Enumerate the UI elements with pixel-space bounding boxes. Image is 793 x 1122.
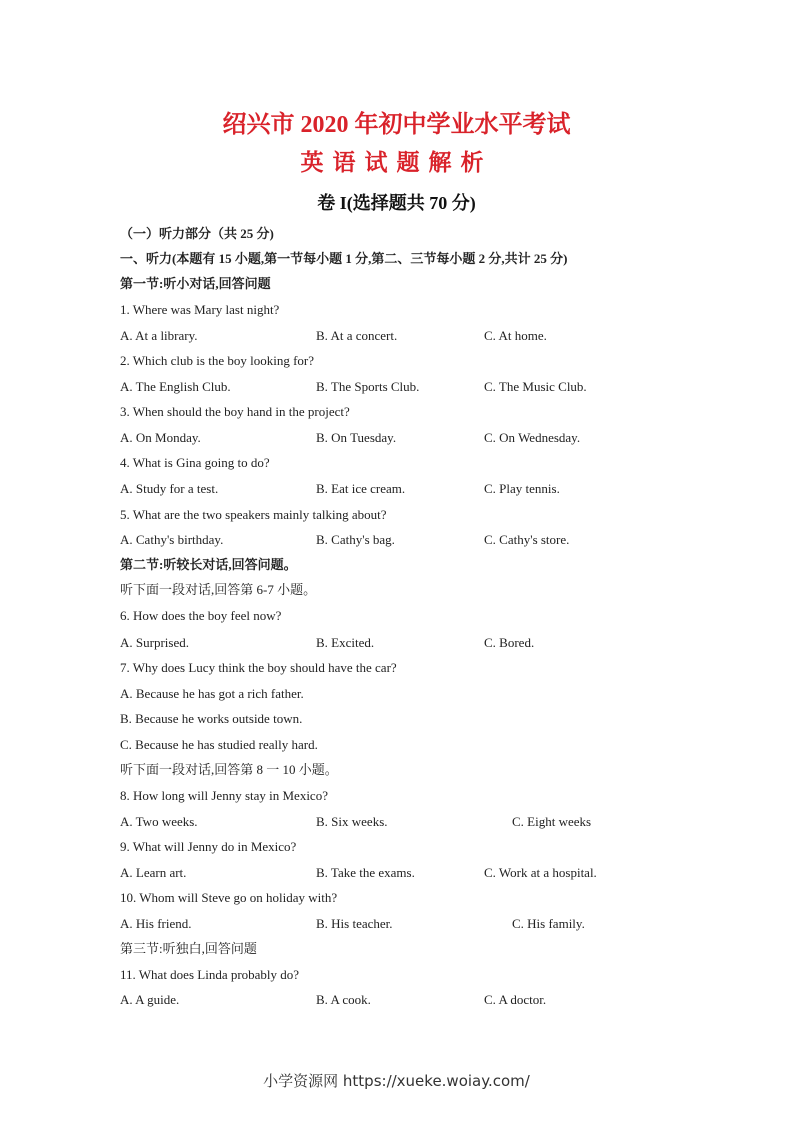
answer-option: B. On Tuesday. [316,430,397,445]
document-subtitle: 英语试题解析 [300,150,493,175]
answer-option: C. Work at a hospital. [484,865,597,880]
footer-watermark: 小学资源网 https://xueke.woiay.com/ [263,1072,530,1090]
answer-option: C. At home. [484,328,547,343]
answer-option: B. A cook. [316,992,371,1007]
section-note: 听下面一段对话,回答第 8 一 10 小题。 [120,762,338,777]
question-text: 11. What does Linda probably do? [120,967,300,982]
section-heading: （一）听力部分（共 25 分) [120,226,274,241]
answer-option: A. Cathy's birthday. [120,532,224,547]
answer-option: B. Eat ice cream. [316,481,406,496]
answer-option: A. Study for a test. [120,481,219,496]
volume-heading: 卷 I(选择题共 70 分) [317,193,476,213]
answer-option: B. The Sports Club. [316,379,420,394]
section-note: 第三节:听独白,回答问题 [120,941,257,956]
section-heading: 第一节:听小对话,回答问题 [120,276,271,291]
question-text: 5. What are the two speakers mainly talking about? [120,507,387,522]
answer-option: B. At a concert. [316,328,398,343]
question-text: C. Because he has studied really hard. [120,737,318,752]
answer-option: A. Two weeks. [120,814,198,829]
answer-option: B. Take the exams. [316,865,415,880]
answer-option: A. A guide. [120,992,180,1007]
question-text: A. Because he has got a rich father. [120,686,304,701]
answer-option: C. Bored. [484,635,535,650]
answer-option: C. On Wednesday. [484,430,581,445]
question-text: 4. What is Gina going to do? [120,455,270,470]
document-title: 绍兴市 2020 年初中学业水平考试 [222,112,571,138]
answer-option: A. Learn art. [120,865,187,880]
question-text: 10. Whom will Steve go on holiday with? [120,890,338,905]
question-text: B. Because he works outside town. [120,711,303,726]
question-text: 3. When should the boy hand in the project? [120,404,350,419]
answer-option: C. Play tennis. [484,481,560,496]
question-text: 1. Where was Mary last night? [120,302,280,317]
answer-option: A. On Monday. [120,430,201,445]
answer-option: B. Six weeks. [316,814,388,829]
answer-option: B. Excited. [316,635,375,650]
question-text: 6. How does the boy feel now? [120,608,282,623]
answer-option: C. Eight weeks [512,814,592,829]
question-text: 9. What will Jenny do in Mexico? [120,839,297,854]
answer-option: A. His friend. [120,916,192,931]
answer-option: C. His family. [512,916,585,931]
question-text: 8. How long will Jenny stay in Mexico? [120,788,328,803]
section-heading: 一、听力(本题有 15 小题,第一节每小题 1 分,第二、三节每小题 2 分,共计 25 分) [120,251,568,266]
question-text: 2. Which club is the boy looking for? [120,353,315,368]
section-note: 听下面一段对话,回答第 6-7 小题。 [120,582,317,597]
answer-option: C. The Music Club. [484,379,587,394]
question-text: 7. Why does Lucy think the boy should have the car? [120,660,397,675]
answer-option: A. Surprised. [120,635,189,650]
answer-option: C. A doctor. [484,992,547,1007]
answer-option: C. Cathy's store. [484,532,570,547]
answer-option: A. The English Club. [120,379,231,394]
answer-option: B. Cathy's bag. [316,532,395,547]
answer-option: A. At a library. [120,328,198,343]
answer-option: B. His teacher. [316,916,393,931]
section-heading: 第二节:听较长对话,回答问题。 [120,557,297,572]
